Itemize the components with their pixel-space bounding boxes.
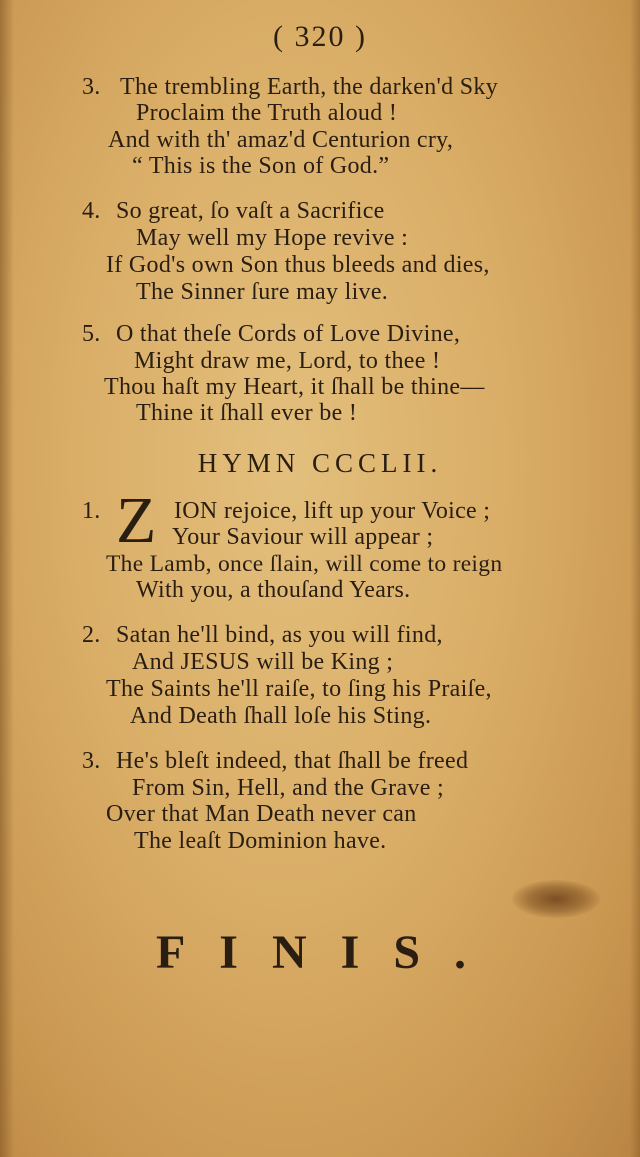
verse-line: Proclaim the Truth aloud ! <box>136 100 398 126</box>
verse-line: The Saints he'll raiſe, to ſing his Praiſe, <box>106 676 492 702</box>
page-edge-left <box>0 0 14 1157</box>
verse-line: From Sin, Hell, and the Grave ; <box>132 775 444 801</box>
verse-number: 5. <box>82 321 101 347</box>
verse-line: He's bleſt indeed, that ſhall be freed <box>116 748 469 774</box>
verse-line: And JESUS will be King ; <box>132 649 394 675</box>
verse-line: With you, a thouſand Years. <box>136 577 411 603</box>
verse-line: The trembling Earth, the darken'd Sky <box>120 74 498 100</box>
verse-number: 3. <box>82 748 101 774</box>
ink-stain <box>512 880 600 918</box>
verse-number: 3. <box>82 74 101 100</box>
verse-line: So great, ſo vaſt a Sacrifice <box>116 198 385 224</box>
verse-line: If God's own Son thus bleeds and dies, <box>106 252 490 278</box>
verse-line: Thou haſt my Heart, it ſhall be thine— <box>104 374 485 400</box>
drop-cap: Z <box>116 484 157 557</box>
verse-number: 2. <box>82 622 101 648</box>
verse-number: 4. <box>82 198 101 224</box>
verse-line: And with th' amaz'd Centurion cry, <box>108 127 454 153</box>
verse-line: The Sinner ſure may live. <box>136 279 389 305</box>
verse-line: O that theſe Cords of Love Divine, <box>116 321 461 347</box>
verse-number: 1. <box>82 498 101 524</box>
verse-line: The leaſt Dominion have. <box>134 828 387 854</box>
page-edge-right <box>630 0 640 1157</box>
finis-text: FINIS. <box>155 926 501 979</box>
page-number: ( 320 ) <box>273 20 367 53</box>
verse-line: “ This is the Son of God.” <box>132 153 390 179</box>
verse-line: ION rejoice, lift up your Voice ; <box>174 498 491 524</box>
hymn-heading: HYMN CCCLII. <box>197 448 443 478</box>
verse-line: Your Saviour will appear ; <box>172 524 434 550</box>
verse-line: Thine it ſhall ever be ! <box>136 400 358 426</box>
verse-line: May well my Hope revive : <box>136 225 409 251</box>
verse-line: The Lamb, once ſlain, will come to reign <box>106 551 503 577</box>
verse-line: Satan he'll bind, as you will find, <box>116 622 443 648</box>
verse-line: And Death ſhall loſe his Sting. <box>130 703 432 729</box>
verse-line: Over that Man Death never can <box>106 801 417 827</box>
verse-line: Might draw me, Lord, to thee ! <box>134 348 441 374</box>
